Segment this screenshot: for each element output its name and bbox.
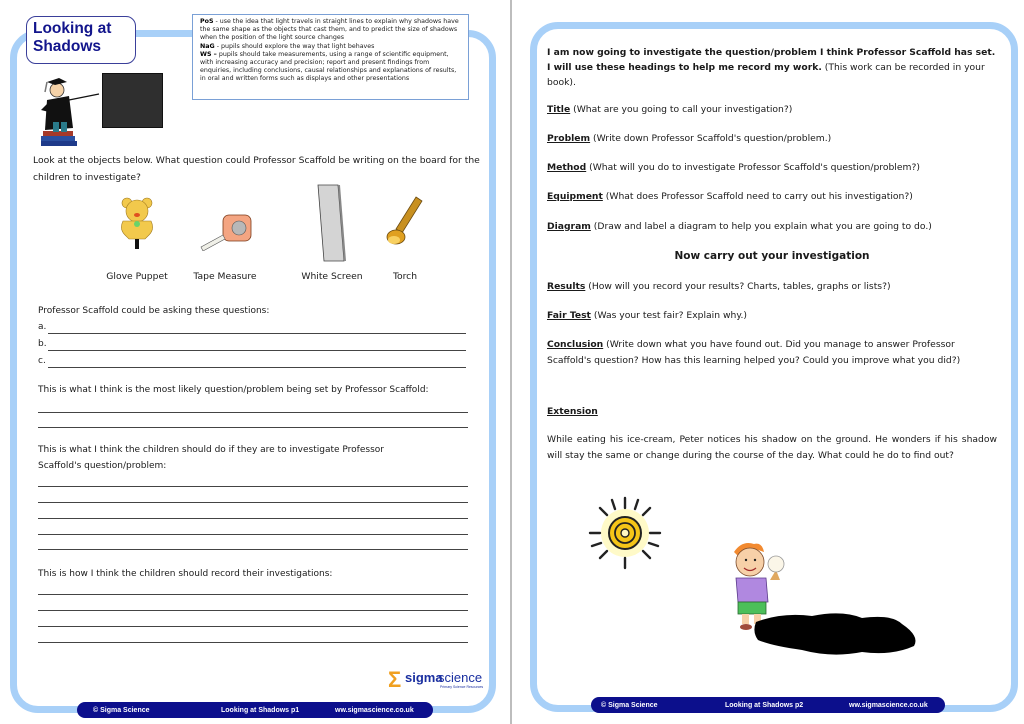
- writing-line[interactable]: [38, 626, 468, 627]
- pos-label: PoS: [200, 18, 214, 25]
- heading-text: (What will you do to investigate Professor Scaffold's question/problem?): [586, 162, 920, 173]
- footer-page-title: Looking at Shadows p2: [725, 701, 804, 709]
- do-prompt-cont: Scaffold's question/problem:: [38, 461, 167, 471]
- writing-line[interactable]: [38, 549, 468, 550]
- heading-label: Equipment: [547, 191, 603, 202]
- pos-text: - use the idea that light travels in straight lines to explain why shadows have the same shape as the objects that cast them, and to predict the size of shadows when the position of the light source changes: [200, 18, 459, 42]
- writing-line[interactable]: [38, 412, 468, 413]
- likely-question-prompt: This is what I think is the most likely question/problem being set by Professor Scaffold:: [38, 385, 429, 395]
- torch-icon: [386, 195, 426, 251]
- heading-label: Title: [547, 104, 571, 115]
- heading-text: (Draw and label a diagram to help you explain what you are going to do.): [590, 221, 932, 232]
- title-line-2: Shadows: [33, 38, 102, 55]
- heading-results: [547, 279, 997, 295]
- question-letter-a: a.: [38, 322, 47, 332]
- intro-question: Look at the objects below. What question could Professor Scaffold be writing on the board for the children to investigate?: [33, 155, 480, 183]
- tape-measure-icon: [199, 211, 257, 251]
- question-letter-c: c.: [38, 356, 46, 366]
- extension-text: While eating his ice-cream, Peter notices his shadow on the ground. He wonders if his shadow will stay the same or change during the course of the day. What could he do to find out?: [547, 434, 997, 461]
- heading-text: (Was your test fair? Explain why.): [590, 310, 747, 321]
- heading-label: Problem: [547, 133, 591, 144]
- nag-text: - pupils should explore the way that light behaves: [214, 42, 375, 50]
- writing-line[interactable]: [38, 534, 468, 535]
- writing-line[interactable]: [38, 486, 468, 487]
- footer-copyright: © Sigma Science: [601, 701, 658, 709]
- title-line-1: Looking at: [33, 20, 112, 37]
- sigma-science-logo: [388, 669, 488, 693]
- questions-prompt: Professor Scaffold could be asking these questions:: [38, 306, 270, 316]
- sun-icon: [586, 494, 664, 572]
- extension-heading: [547, 404, 997, 420]
- heading-label: Fair Test: [547, 310, 591, 321]
- page-title: [26, 16, 136, 64]
- heading-diagram: [547, 219, 997, 235]
- professor-icon: [33, 70, 103, 148]
- heading-label: Results: [547, 281, 586, 292]
- object-glove-puppet: [103, 193, 171, 283]
- heading-text: (How will you record your results? Charts, tables, graphs or lists?): [585, 281, 891, 292]
- logo-tagline: Primary Science Resources: [440, 685, 484, 689]
- writing-line[interactable]: [38, 502, 468, 503]
- heading-label: Diagram: [547, 221, 591, 232]
- heading-text: (What are you going to call your investigation?): [570, 104, 793, 115]
- heading-title: [547, 102, 997, 118]
- intro-bold-text: I am now going to investigate the question/problem I think Professor Scaffold has set. I will use these headings to help me record my work.: [547, 47, 996, 73]
- carry-out-heading: Now carry out your investigation: [674, 250, 870, 262]
- object-white-screen: [292, 183, 372, 283]
- white-screen-icon: [316, 183, 346, 263]
- page-footer: [77, 702, 433, 718]
- extension-label: Extension: [547, 406, 598, 417]
- footer-copyright: © Sigma Science: [93, 706, 150, 714]
- footer-page-title: Looking at Shadows p1: [221, 706, 300, 714]
- do-prompt: This is what I think the children should do if they are to investigate Professor: [38, 445, 384, 455]
- heading-equipment: [547, 189, 997, 205]
- object-torch: [380, 193, 430, 283]
- curriculum-box: [192, 14, 469, 100]
- worksheet-page-2: [512, 0, 1023, 724]
- heading-text: (Write down what you have found out. Did you manage to answer Professor Scaffold's question? How has this learning helped you? Could you improve what you did?): [547, 339, 961, 366]
- glove-puppet-icon: [117, 195, 157, 251]
- ws-text: pupils should take measurements, using a range of scientific equipment, with increasing accuracy and precision; report and present findings from enquiries, including conclusions, causal relationships and explanations of results, in oral and written forms such as displays and other presentations: [200, 50, 457, 83]
- sigma-icon: Σ: [388, 667, 402, 692]
- logo-brand-a: sigma: [405, 670, 443, 685]
- logo-brand-b: science: [438, 670, 483, 685]
- footer-url[interactable]: ww.sigmascience.co.uk: [849, 701, 928, 709]
- intro-normal-text: (This work can be recorded in your book).: [547, 62, 985, 88]
- answer-line-b[interactable]: [48, 350, 466, 351]
- object-label: Glove Puppet: [106, 271, 168, 282]
- worksheet-page-1: [0, 0, 511, 724]
- object-tape-measure: [185, 193, 265, 283]
- writing-line[interactable]: [38, 427, 468, 428]
- page2-intro: [547, 45, 997, 90]
- answer-line-c[interactable]: [48, 367, 466, 368]
- heading-method: [547, 160, 997, 176]
- nag-label: NaG: [200, 42, 215, 50]
- heading-label: Conclusion: [547, 339, 604, 350]
- object-label: Tape Measure: [193, 271, 257, 282]
- object-label: Torch: [392, 271, 418, 282]
- shadow-shape: [752, 610, 922, 660]
- heading-label: Method: [547, 162, 587, 173]
- record-prompt: This is how I think the children should record their investigations:: [38, 569, 333, 579]
- question-letter-b: b.: [38, 339, 47, 349]
- footer-url[interactable]: ww.sigmascience.co.uk: [335, 706, 414, 714]
- writing-line[interactable]: [38, 518, 468, 519]
- object-label: White Screen: [301, 271, 363, 282]
- writing-line[interactable]: [38, 610, 468, 611]
- heading-fair-test: [547, 308, 997, 324]
- blackboard: [102, 73, 163, 128]
- heading-text: (What does Professor Scaffold need to carry out his investigation?): [602, 191, 913, 202]
- heading-problem: [547, 131, 997, 147]
- writing-line[interactable]: [38, 594, 468, 595]
- ws-label: WS –: [200, 50, 217, 58]
- heading-text: (Write down Professor Scaffold's question/problem.): [590, 133, 832, 144]
- answer-line-a[interactable]: [48, 333, 466, 334]
- writing-line[interactable]: [38, 642, 468, 643]
- heading-conclusion: [547, 337, 997, 369]
- page-footer: [591, 697, 945, 713]
